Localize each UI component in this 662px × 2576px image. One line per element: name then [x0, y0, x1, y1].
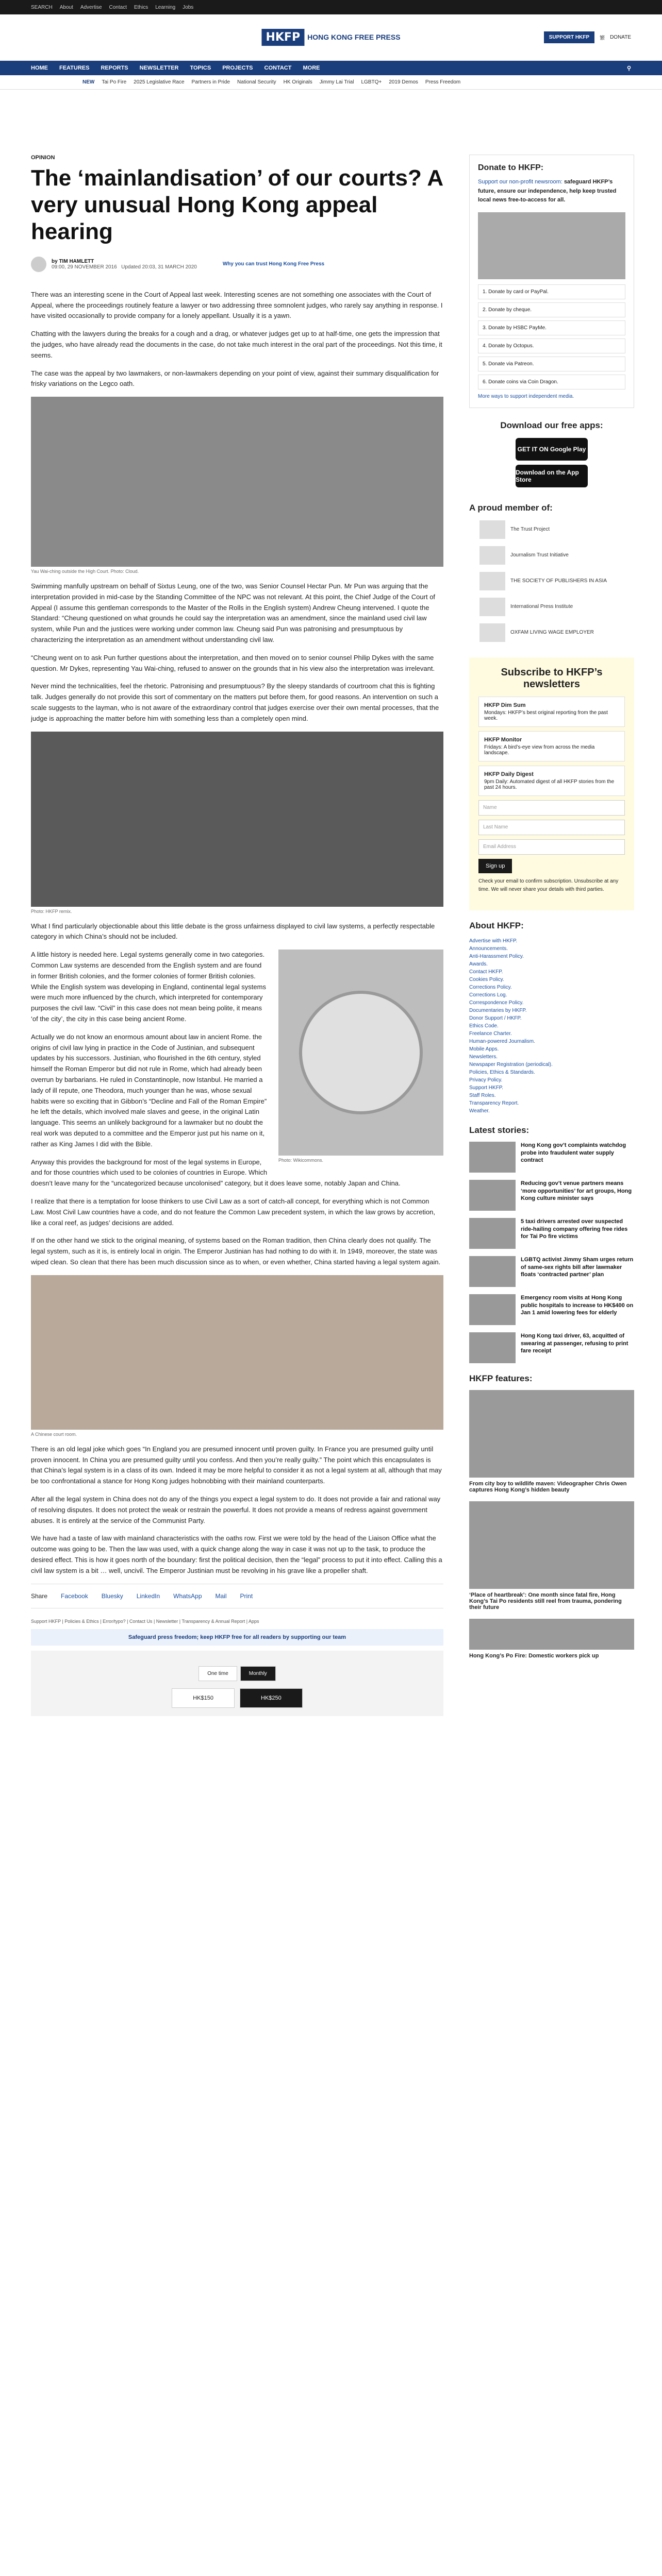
publish-date: 09:00, 29 NOVEMBER 2016 [52, 264, 117, 270]
nav-home[interactable]: HOME [31, 65, 48, 71]
nav-topics[interactable]: TOPICS [190, 65, 211, 71]
latest-story[interactable]: Hong Kong gov’t complaints watchdog probe into fraudulent water supply contract [469, 1142, 634, 1173]
latest-story[interactable]: Reducing gov’t venue partners means ‘more opportunities’ for art groups, Hong Kong culture minister says [469, 1180, 634, 1211]
about-link[interactable]: Weather. [469, 1108, 490, 1114]
trending-item[interactable]: Jimmy Lai Trial [319, 79, 354, 85]
about-link[interactable]: Correspondence Policy. [469, 999, 524, 1006]
feature-story[interactable]: ‘Place of heartbreak’: One month since fatal fire, Hong Kong’s Tai Po residents still reel from trauma, pondering their future [469, 1501, 634, 1611]
logo-mark: HKFP [261, 29, 304, 46]
frequency-toggle [39, 1666, 435, 1681]
donate-method[interactable]: 2. Donate by cheque. [478, 302, 625, 317]
about-link[interactable]: Human-powered Journalism. [469, 1038, 535, 1044]
share-facebook[interactable]: Facebook [61, 1592, 88, 1600]
newsletter-note: Check your email to confirm subscription. Unsubscribe at any time. We will never share your details with third parties. [478, 878, 619, 892]
topbar-item-search[interactable]: SEARCH [31, 4, 53, 10]
about-link[interactable]: Documentaries by HKFP. [469, 1007, 527, 1013]
about-link[interactable]: Support HKFP. [469, 1084, 503, 1091]
image-caption: Photo: Wikicommons. [278, 1158, 324, 1163]
site-logo[interactable] [261, 29, 400, 46]
paragraph: If on the other hand we stick to the original meaning, of systems based on the Roman tradition, then China clearly does not qualify. The legal system, such as it is, is entirely local in origin. The Emperor Justinian has had nothing to do with it. In 1949, moreover, the state was wiped clean. So clean that there has been much discussion since as to when, or even whether, China started having a legal system again. [31, 1236, 441, 1266]
donate-method[interactable]: 4. Donate by Octopus. [478, 338, 625, 353]
donate-method[interactable]: 6. Donate coins via Coin Dragon. [478, 375, 625, 389]
donation-widget [31, 1651, 443, 1716]
support-promo-banner[interactable]: Safeguard press freedom; keep HKFP free for all readers by supporting our team [31, 1629, 443, 1646]
about-link[interactable]: Newsletters. [469, 1054, 498, 1060]
site-header [0, 14, 662, 61]
about-link[interactable]: Freelance Charter. [469, 1030, 512, 1037]
donate-text: safeguard HKFP’s future, ensure our independence, help keep trusted local news free-to-access for all. [478, 179, 617, 204]
amount-options [39, 1688, 435, 1708]
about-link[interactable]: Advertise with HKFP. [469, 938, 518, 944]
topbar-item-learning[interactable]: Learning [155, 4, 176, 10]
article-image-protest [31, 397, 443, 567]
donate-method[interactable]: 3. Donate by HSBC PayMe. [478, 320, 625, 335]
author-name[interactable]: by TIM HAMLETT [52, 258, 94, 264]
share-bluesky[interactable]: Bluesky [101, 1592, 123, 1600]
member-logo[interactable]: THE SOCIETY OF PUBLISHERS IN ASIA [479, 572, 624, 590]
article-kicker[interactable]: OPINION [31, 155, 55, 161]
share-print[interactable]: Print [240, 1592, 253, 1600]
topbar-item-ethics[interactable]: Ethics [134, 4, 148, 10]
about-link[interactable]: Corrections Policy. [469, 984, 512, 990]
email-field[interactable]: Email Address [478, 839, 625, 855]
amount-option-selected[interactable]: HK$250 [240, 1688, 303, 1708]
about-link[interactable]: Mobile Apps. [469, 1046, 499, 1052]
trending-bar [0, 75, 662, 90]
about-link[interactable]: Announcements. [469, 945, 508, 952]
about-list [469, 937, 634, 1115]
nav-projects[interactable]: PROJECTS [222, 65, 253, 71]
byline [31, 257, 443, 272]
apps-title: Download our free apps: [500, 420, 603, 430]
trust-link[interactable]: Why you can trust Hong Kong Free Press [222, 261, 325, 267]
paragraph: “Cheung went on to ask Pun further questions about the interpretation, and then moved on to senior counsel Philip Dykes with the same question. Mr Dykes, representing Yau Wai-ching, refused to answer on the grounds that in his view also the interpretation was irrelevant. [31, 653, 435, 672]
trending-item[interactable]: Partners in Pride [191, 79, 230, 85]
latest-story[interactable]: LGBTQ activist Jimmy Sham urges return of same-sex rights bill after lawmaker floats ‘contracted partner’ plan [469, 1256, 634, 1287]
topbar-item-jobs[interactable]: Jobs [183, 4, 194, 10]
share-label: Share [31, 1592, 48, 1600]
language-toggle[interactable]: 繁 [600, 36, 605, 41]
paragraph: Chatting with the lawyers during the breaks for a cough and a drag, or whatever judges get up to at half-time, one gets the impression that the judges, who have already read the documents in the case, do not take much interest in the oral part of the proceedings. Not this time, it seems. [31, 330, 442, 359]
latest-story[interactable]: Hong Kong taxi driver, 63, acquitted of swearing at passenger, refusing to print fare receipt [469, 1332, 634, 1363]
support-links[interactable]: Support HKFP | Policies & Ethics | Error/typo? | Contact Us | Newsletter | Transparency & Annual Report | Apps [31, 1618, 259, 1624]
about-link[interactable]: Anti-Harassment Policy. [469, 953, 524, 959]
logo-text: HONG KONG FREE PRESS [307, 32, 401, 41]
about-link[interactable]: Newspaper Registration (periodical). [469, 1061, 553, 1067]
member-title: A proud member of: [469, 502, 553, 513]
about-link[interactable]: Ethics Code. [469, 1023, 499, 1029]
image-caption: Photo: HKFP remix. [31, 908, 72, 914]
justinian-coin-figure [278, 950, 443, 1170]
about-link[interactable]: Privacy Policy. [469, 1077, 503, 1083]
trending-item[interactable]: 2025 Legislative Race [134, 79, 185, 85]
article-image-courtroom [31, 1275, 443, 1430]
member-logo[interactable]: OXFAM LIVING WAGE EMPLOYER [479, 623, 624, 642]
topbar-item-about[interactable]: About [59, 4, 73, 10]
paragraph: There is an old legal joke which goes “In England you are presumed innocent until proven guilty. In France you are presumed guilty until proven innocent. In China you are presumed guilty until you confess. And then you’re really guilty.” The point which this encapsulates is that China’s legal system is in a class of its own. Indeed it may be more helpful to consider it as not a legal system at all, although that may be too confrontational a stance for Hong Kong judges hobnobbing with their mainland counterparts. [31, 1445, 442, 1485]
member-logo[interactable]: Journalism Trust Initiative [479, 546, 624, 565]
paragraph: Anyway this provides the background for most of the legal systems in Europe, and for those countries which used to be colonies of countries in Europe. Which doesn’t leave many for the “uncategorized because uncolonised” category, but it does leave some, notably Japan and China. [31, 1158, 401, 1188]
trending-item[interactable]: 2019 Demos [389, 79, 418, 85]
app-store-button[interactable]: Download on the App Store [516, 465, 588, 487]
latest-title: Latest stories: [469, 1125, 529, 1135]
paragraph: I realize that there is a temptation for loose thinkers to use Civil Law as a sort of catch-all concept, for everything which is not Common Law. Most Civil Law countries have a code, and do not feature the Common Law precedent system, in which the law grows by accretion, like a coral reef, as judges’ decisions are added. [31, 1197, 436, 1227]
share-bar [31, 1584, 443, 1608]
justinian-coin-image [278, 950, 443, 1156]
paragraph: Actually we do not know an enormous amount about law in ancient Rome. the origins of civil law lying in practice in the Code of Justinian, and subsequent updates by his successors. Justinian, who flourished in the 6th century, styled himself the Roman Emperor but did not rule in Rome, which had already been overrun by barbarians. He ruled in Constantinople, now Istanbul. He married a lady of ill repute, one Theodora, much younger than he was, whose sexual habits were so exciting that in Gibbon’s “Decline and Fall of the Roman Empire” he left the details, which involved male slaves and geese, in the original Latin language. This seems an unlikely background for a lawmaker but no doubt the real work was deputed to a committee and the Emperor just put his name on it, rather as King James I did with the Bible. [31, 1032, 267, 1148]
member-logo[interactable]: International Press Institute [479, 598, 624, 616]
topbar-item-contact[interactable]: Contact [109, 4, 127, 10]
paragraph: Never mind the technicalities, feel the rhetoric. Patronising and presumptuous? By the sleepy standards of courtroom chat this is fighting talk. Judges generally do not provide this sort of commentary on the matters put before them, for good reasons. An intervention on such a scale suggests to the layman, who is not aware of the extraordinary control that judges exercise over their own mental processes, that the judge is approaching the matter before him with something less than a completely open mind. [31, 682, 439, 722]
updated-date: Updated 20:03, 31 MARCH 2020 [121, 264, 197, 270]
share-whatsapp[interactable]: WhatsApp [173, 1592, 202, 1600]
search-icon[interactable]: ⚲ [626, 65, 631, 72]
topbar-item-advertise[interactable]: Advertise [80, 4, 102, 10]
newsletter-option[interactable]: HKFP Dim Sum Mondays: HKFP’s best original reporting from the past week. [478, 697, 625, 727]
paragraph: We have had a taste of law with mainland characteristics with the oaths row. First we were told by the head of the Liaison Office what the outcome was going to be. Then the law was used, with a quick change along the way in case it was not up to the task, to produce the desired effect. This is how it goes north of the boundary: first the political decision, then the “legal” process to put it into effect. Calling this a civil law system is a bit … well, uncivil. The Emperor Justinian must be revolving in his grave like a propeller shaft. [31, 1534, 442, 1574]
sidebar [469, 155, 634, 1667]
newsletter-option[interactable]: HKFP Monitor Fridays: A bird’s-eye view from across the media landscape. [478, 731, 625, 761]
nav-more[interactable]: MORE [303, 65, 320, 71]
support-hkfp-button[interactable]: SUPPORT HKFP [544, 31, 594, 43]
name-field[interactable]: Name [478, 800, 625, 816]
feature-story[interactable]: From city boy to wildlife maven: Videographer Chris Owen captures Hong Kong’s hidden beauty [469, 1390, 634, 1493]
image-caption: A Chinese court room. [31, 1431, 77, 1437]
donate-box [469, 155, 634, 408]
signup-button[interactable]: Sign up [478, 859, 512, 873]
image-caption: Yau Wai-ching outside the High Court. Photo: Cloud. [31, 569, 139, 574]
paragraph: There was an interesting scene in the Court of Appeal last week. Interesting scenes are not something one associates with the Court of Appeal, where the proceedings routinely feature a lawyer or two addressing three somnolent judges, who rarely say anything in response. I have visited occasionally to provide company for a lonely appellant. Usually it is a yawn. [31, 290, 443, 320]
article-title: The ‘mainlandisation’ of our courts? A very unusual Hong Kong appeal hearing [31, 165, 443, 244]
about-link[interactable]: Awards. [469, 961, 488, 967]
nav-newsletter[interactable]: NEWSLETTER [139, 65, 179, 71]
feature-story[interactable]: Hong Kong’s Po Fire: Domestic workers pick up [469, 1619, 634, 1659]
trending-item[interactable]: Press Freedom [425, 79, 461, 85]
author-avatar [31, 257, 46, 272]
newsletter-title: Subscribe to HKFP’s newsletters [501, 666, 603, 690]
about-link[interactable]: Cookies Policy. [469, 976, 504, 982]
article-image-remix [31, 732, 443, 907]
nav-features[interactable]: FEATURES [59, 65, 90, 71]
about-title: About HKFP: [469, 920, 524, 930]
donate-method[interactable]: 5. Donate via Patreon. [478, 357, 625, 371]
last-name-field[interactable]: Last Name [478, 820, 625, 835]
trending-new-label: NEW [82, 79, 95, 85]
about-link[interactable]: Policies, Ethics & Standards. [469, 1069, 535, 1075]
paragraph: Swimming manfully upstream on behalf of Sixtus Leung, one of the two, was Senior Counsel Hectar Pun. Mr Pun was arguing that the interpretation provided in mid-case by the Standing Committee of the NPC was not relevant. At this point, the Chief Judge of the Court of Appeal (I assume this gentleman corresponds to the Master of the Rolls in the English system) Andrew Cheung intervened. I quote the Standard: “Cheung questioned on what grounds he could say the interpretation was an amendment, since the mainland used civil law system, while Pun and the justices were working under common law. Cheung said Pun was patronising and presumptuous by characterizing the interpretation as an amendment without understanding civil law. [31, 582, 436, 644]
donate-image [478, 212, 625, 279]
about-link[interactable]: Corrections Log. [469, 992, 507, 998]
latest-story[interactable]: Emergency room visits at Hong Kong public hospitals to increase to HK$400 on Jan 1 amid lowering fees for elderly [469, 1294, 634, 1325]
article [31, 155, 443, 1716]
paragraph: A little history is needed here. Legal systems generally come in two categories. Common Law systems are descended from the English system and are found in former British colonies, and the former colonies of former British colonies. While the English system was developing in England, continental legal systems were much more influenced by the church, which interpreted for contemporary purposes the civil law. “Civil” in this case does not mean being polite, it means ‘of the city’, the city in this case being ancient Rome. [31, 951, 266, 1023]
donate-title: Donate to HKFP: [478, 163, 544, 172]
about-link[interactable]: Staff Roles. [469, 1092, 496, 1098]
top-utility-bar [0, 0, 662, 14]
trending-item[interactable]: HK Originals [283, 79, 312, 85]
monthly-option[interactable]: Monthly [240, 1666, 276, 1681]
amount-option[interactable]: HK$150 [172, 1688, 235, 1708]
donate-method[interactable]: 1. Donate by card or PayPal. [478, 284, 625, 299]
member-logo[interactable]: The Trust Project [479, 520, 624, 539]
newsletter-option[interactable]: HKFP Daily Digest 9pm Daily: Automated digest of all HKFP stories from the past 24 hours. [478, 766, 625, 796]
about-link[interactable]: Contact HKFP. [469, 969, 503, 975]
paragraph: After all the legal system in China does not do any of the things you expect a legal system to do. It does not provide a fair and rational way of resolving disputes. It does not protect the weak or restrain the powerful. It does not provide a means of redress against government abuses. It is entirely at the service of the Communist Party. [31, 1495, 441, 1524]
trending-item[interactable]: Tai Po Fire [102, 79, 127, 85]
paragraph: The case was the appeal by two lawmakers, or non-lawmakers depending on your point of view, against their summary disqualification for frisky variations on the Legco oath. [31, 369, 439, 388]
latest-story[interactable]: 5 taxi drivers arrested over suspected ride-hailing company offering free rides for Tai Po fire victims [469, 1218, 634, 1249]
nav-reports[interactable]: REPORTS [101, 65, 128, 71]
paragraph: What I find particularly objectionable about this little debate is the gross unfairness displayed to civil law systems, a perfectly respectable category in which China’s should not be included. [31, 922, 435, 941]
newsletter-box [469, 657, 634, 910]
google-play-button[interactable]: GET IT ON Google Play [516, 438, 588, 461]
about-link[interactable]: Transparency Report. [469, 1100, 519, 1106]
more-ways-link[interactable]: More ways to support independent media. [478, 393, 574, 399]
one-time-option[interactable]: One time [198, 1666, 237, 1681]
trending-item[interactable]: LGBTQ+ [361, 79, 382, 85]
about-link[interactable]: Donor Support / HKFP. [469, 1015, 522, 1021]
donate-link[interactable]: DONATE [610, 35, 631, 40]
features-title: HKFP features: [469, 1373, 533, 1383]
trending-item[interactable]: National Security [237, 79, 276, 85]
support-newsroom-link[interactable]: Support our non-profit newsroom: [478, 179, 562, 185]
nav-contact[interactable]: CONTACT [264, 65, 292, 71]
header-actions [544, 31, 631, 43]
main-nav [0, 61, 662, 75]
share-mail[interactable]: Mail [215, 1592, 227, 1600]
share-linkedin[interactable]: LinkedIn [136, 1592, 160, 1600]
